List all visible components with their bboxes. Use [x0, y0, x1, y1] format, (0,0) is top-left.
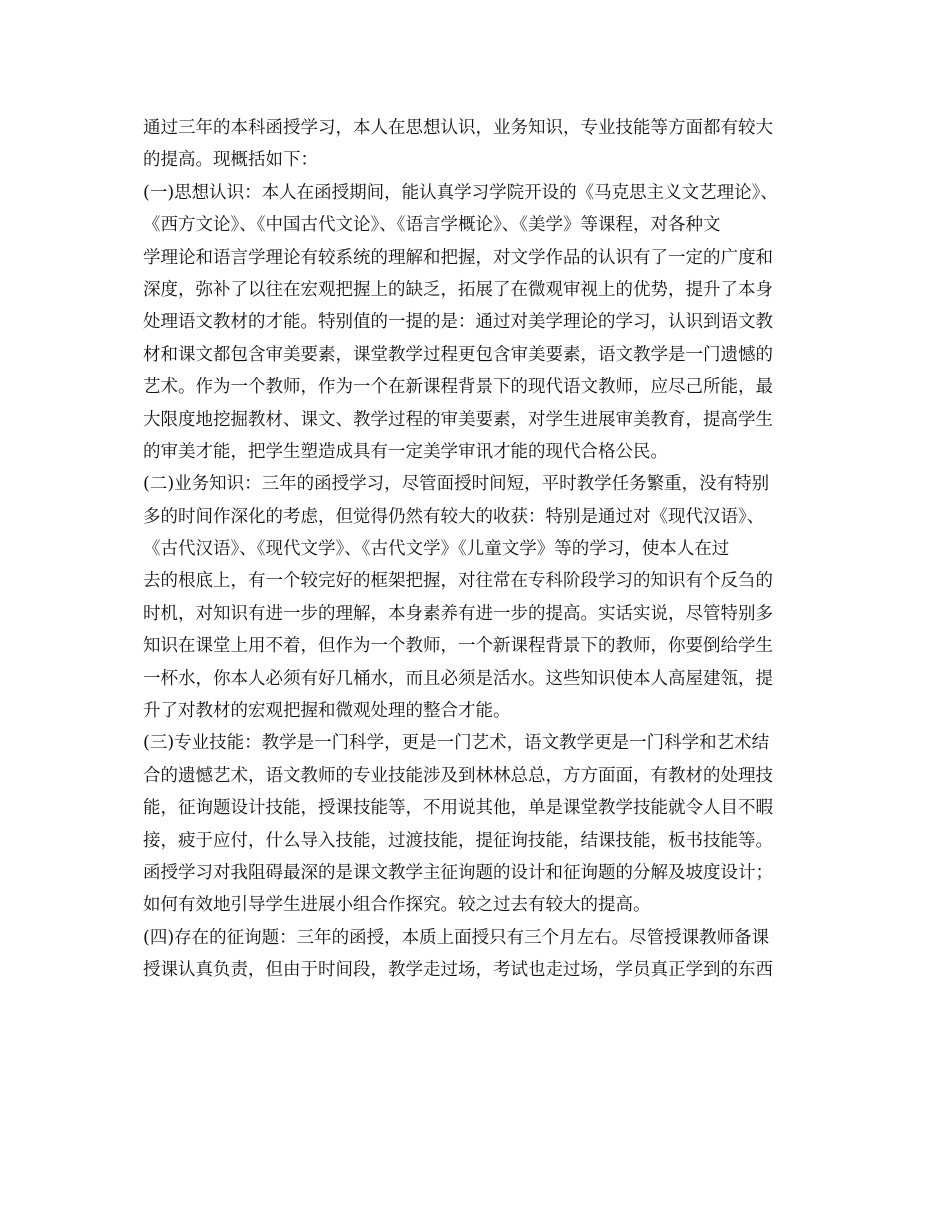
text-line: 深度，弥补了以往在宏观把握上的缺乏，拓展了在微观审视上的优势，提升了本身 [143, 279, 773, 300]
text-line: 时机，对知识有进一步的理解，本身素养有进一步的提高。实话实说，尽管特别多 [143, 603, 773, 624]
text-line: (四)存在的征询题：三年的函授，本质上面授只有三个月左右。尽管授课教师备课 [143, 927, 770, 948]
text-line: 合的遗憾艺术，语文教师的专业技能涉及到林林总总，方方面面，有教材的处理技 [143, 765, 773, 786]
text-line: 去的根底上，有一个较完好的框架把握，对往常在专科阶段学习的知识有个反刍的 [143, 571, 773, 592]
text-line: 函授学习对我阻碍最深的是课文教学主征询题的设计和征询题的分解及坡度设计； [143, 862, 773, 883]
text-line: 多的时间作深化的考虑，但觉得仍然有较大的收获：特别是通过对《现代汉语》、 [143, 506, 765, 527]
text-line: 升了对教材的宏观把握和微观处理的整合才能。 [143, 701, 511, 722]
text-line: 通过三年的本科函授学习，本人在思想认识，业务知识，专业技能等方面都有较大 [143, 118, 773, 138]
text-line: 如何有效地引导学生进展小组合作探究。较之过去有较大的提高。 [143, 895, 651, 916]
text-line: (二)业务知识：三年的函授学习，尽管面授时间短，平时教学任务繁重，没有特别 [143, 474, 770, 495]
text-line: (一)思想认识：本人在函授期间，能认真学习学院开设的《马克思主义文艺理论》、 [143, 182, 778, 203]
text-line: 知识在课堂上用不着，但作为一个教师，一个新课程背景下的教师，你要倒给学生 [143, 636, 773, 657]
text-line: 一杯水，你本人必须有好几桶水，而且必须是活水。这些知识使本人高屋建瓴，提 [143, 668, 773, 689]
text-line: 艺术。作为一个教师，作为一个在新课程背景下的现代语文教师，应尽己所能，最 [143, 377, 773, 398]
text-line: 大限度地挖掘教材、课文、教学过程的审美要素，对学生进展审美教育，提高学生 [143, 409, 773, 430]
text-line: 授课认真负责，但由于时间段，教学走过场，考试也走过场，学员真正学到的东西 [143, 960, 773, 981]
text-line: 能，征询题设计技能，授课技能等，不用说其他，单是课堂教学技能就令人目不暇 [143, 798, 773, 819]
text-line: 《西方文论》、《中国古代文论》、《语言学概论》、《美学》等课程，对各种文 [143, 215, 721, 236]
text-line: 《古代汉语》、《现代文学》、《古代文学》《儿童文学》等的学习，使本人在过 [143, 539, 730, 560]
document-body [143, 112, 823, 987]
text-line: 处理语文教材的才能。特别值的一提的是：通过对美学理论的学习，认识到语文教 [143, 312, 773, 333]
text-line: 学理论和语言学理论有较系统的理解和把握，对文学作品的认识有了一定的广度和 [143, 247, 773, 268]
text-line: 的审美才能，把学生塑造成具有一定美学审讯才能的现代合格公民。 [143, 441, 668, 462]
text-line: 的提高。现概括如下： [143, 150, 318, 171]
text-line: 接，疲于应付，什么导入技能，过渡技能，提征询技能，结课技能，板书技能等。 [143, 830, 773, 851]
text-line: (三)专业技能：教学是一门科学，更是一门艺术，语文教学更是一门科学和艺术结 [143, 733, 770, 754]
text-line: 材和课文都包含审美要素，课堂教学过程更包含审美要素，语文教学是一门遗憾的 [143, 344, 773, 365]
